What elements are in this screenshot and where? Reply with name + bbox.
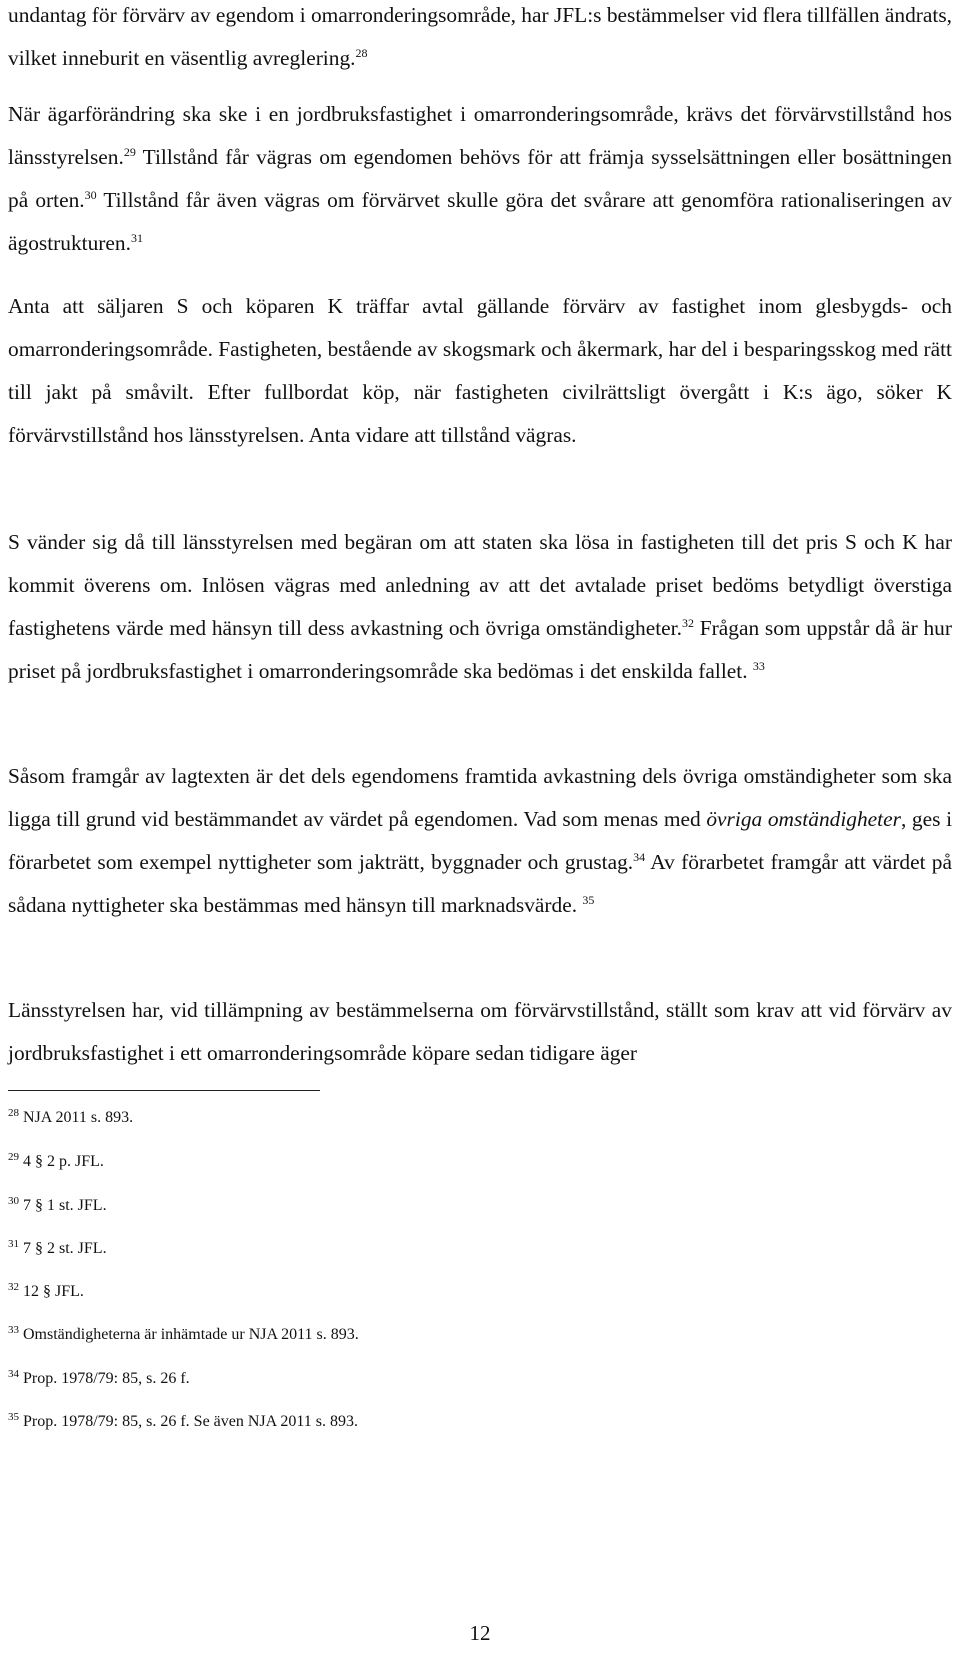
footnote-reference: 32 [681,615,694,630]
footnote-number: 34 [8,1367,19,1380]
footnote-number: 29 [8,1150,19,1163]
paragraph-text: Länsstyrelsen har, vid tillämpning av bestämmelserna om förvärvstillstånd, ställt som krav att vid förvärv av jordbruksfastighet i ett omarronderingsområde köpare sedan tidigare äger [8,998,952,1065]
italic-text: övriga omständigheter [706,807,901,831]
paragraph [8,0,952,80]
paragraph-text: Anta att säljaren S och köparen K träffar avtal gällande förvärv av fastighet inom glesbygds- och omarronderingsområde. Fastigheten, bestående av skogsmark och åkermark, har del i besparingsskog med rätt till jakt på småvilt. Efter fullbordat köp, när fastigheten civilrättsligt övergått i K:s ägo, söker K förvärvstillstånd hos länsstyrelsen. Anta vidare att tillstånd vägras. [8,294,952,447]
page-number: 12 [469,1621,491,1645]
paragraph-text: När ägarförändring ska ske i en jordbruksfastighet i omarronderingsområde, krävs det förvärvstillstånd hos länsstyrelsen. [8,102,952,169]
footnote [8,1412,358,1432]
paragraph-text: Tillstånd får även vägras om förvärvet skulle göra det svårare att genomföra rationaliseringen av ägostrukturen. [8,188,952,255]
footnote-reference: 29 [123,144,136,159]
paragraph-text: Såsom framgår av lagtexten är det dels egendomens framtida avkastning dels övriga omständigheter som ska ligga till grund vid bestämmandet av värdet på egendomen. Vad som menas med [8,764,952,831]
paragraph-text: undantag för förvärv av egendom i omarronderingsområde, har JFL:s bestämmelser vid flera tillfällen ändrats, vilket inneburit en väsentlig avreglering. [8,3,952,70]
footnote-reference: 31 [130,230,143,245]
footnote-number: 31 [8,1237,19,1250]
paragraph-text: Av förarbetet framgår att värdet på sådana nyttigheter ska bestämmas med hänsyn till marknadsvärde. [8,850,952,917]
footnote-number: 33 [8,1323,19,1336]
footnote-text: Prop. 1978/79: 85, s. 26 f. [23,1370,190,1387]
footnote [8,1369,190,1389]
footnote-reference: 34 [633,849,646,864]
paragraph [8,93,952,265]
footnote [8,1282,84,1302]
footnote-text: 12 § JFL. [23,1283,84,1300]
footnote-number: 32 [8,1280,19,1293]
footnote-reference: 35 [582,892,595,907]
footnote [8,1239,107,1259]
footnote [8,1325,359,1345]
footnote-text: 4 § 2 p. JFL. [23,1153,104,1170]
paragraph-text: , ges i förarbetet som exempel nyttigheter som jakträtt, byggnader och grustag. [8,807,953,874]
footnote-reference: 28 [355,45,368,60]
paragraph-text: S vänder sig då till länsstyrelsen med begäran om att staten ska lösa in fastigheten till det pris S och K har kommit överens om. Inlösen vägras med anledning av att det avtalade priset bedöms betydligt överstiga fastighetens värde med hänsyn till dess avkastning och övriga omständigheter. [8,530,952,640]
paragraph [8,285,952,457]
footnote-reference: 30 [84,187,97,202]
paragraph [8,755,952,927]
footnote [8,1108,133,1128]
paragraph-text: Tillstånd får vägras om egendomen behövs för att främja sysselsättningen eller bosättningen på orten. [8,145,952,212]
footnote [8,1152,104,1172]
footnote-number: 35 [8,1410,19,1423]
footnote-number: 30 [8,1194,19,1207]
footnote-text: 7 § 2 st. JFL. [23,1240,107,1257]
footnote-separator [8,1090,320,1091]
footnote-number: 28 [8,1106,19,1119]
paragraph [8,989,952,1075]
footnote [8,1196,107,1216]
footnote-reference: 33 [752,658,765,673]
footnote-text: 7 § 1 st. JFL. [23,1197,107,1214]
footnote-text: NJA 2011 s. 893. [23,1109,134,1126]
paragraph-text: Frågan som uppstår då är hur priset på jordbruksfastighet i omarronderingsområde ska bedömas i det enskilda fallet. [8,616,952,683]
paragraph [8,521,952,693]
footnote-text: Prop. 1978/79: 85, s. 26 f. Se även NJA 2011 s. 893. [23,1413,358,1430]
footnote-text: Omständigheterna är inhämtade ur NJA 2011 s. 893. [23,1326,359,1343]
